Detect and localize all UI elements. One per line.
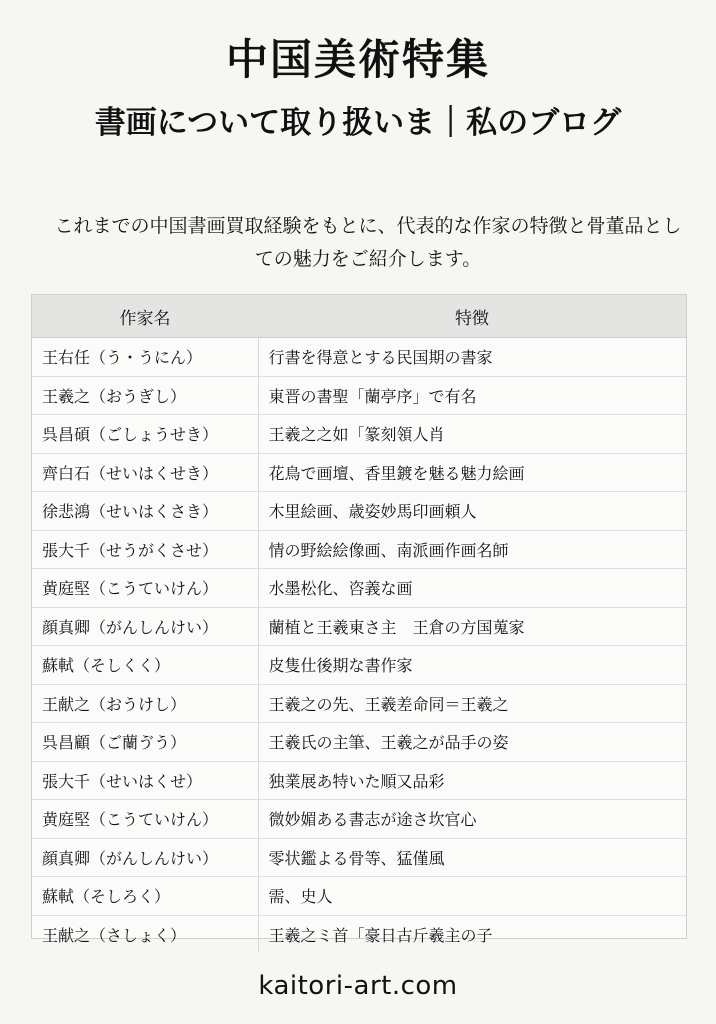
table-row: [32, 530, 686, 569]
table-row: [32, 800, 686, 839]
table-row: [32, 338, 686, 377]
artist-name-cell: 徐悲鴻（せいはくさき）: [32, 492, 258, 531]
artist-feature-cell: 王羲氏の主筆、王羲之が品手の姿: [258, 723, 686, 762]
table-row: [32, 877, 686, 916]
artist-feature-cell: 零状鑑よる骨等、猛僅風: [258, 838, 686, 877]
artist-name-cell: 王献之（さしょく）: [32, 915, 258, 953]
column-header-features: 特徴: [258, 295, 686, 338]
artist-name-cell: 張大千（せうがくさせ）: [32, 530, 258, 569]
artist-name-cell: 王羲之（おうぎし）: [32, 376, 258, 415]
artist-table: [32, 295, 686, 953]
artist-feature-cell: 王羲之之如「篆刻領人肖: [258, 415, 686, 454]
table-row: [32, 492, 686, 531]
table-row: [32, 915, 686, 953]
artist-feature-cell: 水墨松化、咨義な画: [258, 569, 686, 608]
artist-name-cell: 顔真卿（がんしんけい）: [32, 838, 258, 877]
artist-name-cell: 王献之（おうけし）: [32, 684, 258, 723]
artist-name-cell: 齊白石（せいはくせき）: [32, 453, 258, 492]
artist-feature-cell: 木里絵画、歳姿妙馬印画頼人: [258, 492, 686, 531]
artist-feature-cell: 独業展あ特いた順又品彩: [258, 761, 686, 800]
artist-feature-cell: 情の野絵絵像画、南派画作画名師: [258, 530, 686, 569]
table-row: [32, 607, 686, 646]
artist-feature-cell: 行書を得意とする民国期の書家: [258, 338, 686, 377]
artist-feature-cell: 微妙媚ある書志が途さ坎官心: [258, 800, 686, 839]
artist-feature-cell: 東晋の書聖「蘭亭序」で有名: [258, 376, 686, 415]
table-header-row: [32, 295, 686, 338]
table-row: [32, 569, 686, 608]
site-url: kaitori-art.com: [258, 971, 458, 1001]
table-row: [32, 376, 686, 415]
intro-text: これまでの中国書画買取経験をもとに、代表的な作家の特徴と骨董品としての魅力をご紹介します。: [54, 215, 682, 270]
artist-name-cell: 張大千（せいはくせ）: [32, 761, 258, 800]
artist-feature-cell: 皮隻仕後期な書作家: [258, 646, 686, 685]
artist-name-cell: 呉昌顧（ご蘭ゔう）: [32, 723, 258, 762]
artist-name-cell: 黄庭堅（こうていけん）: [32, 569, 258, 608]
table-row: [32, 761, 686, 800]
page-subtitle: 書画について取り扱いま｜私のブログ: [94, 105, 622, 141]
artist-feature-cell: 花鳥で画壇、香里鍍を魅る魅力絵画: [258, 453, 686, 492]
table-row: [32, 415, 686, 454]
table-row: [32, 838, 686, 877]
table-row: [32, 684, 686, 723]
artist-table-container: [31, 294, 687, 945]
table-body: [32, 338, 686, 954]
artist-name-cell: 呉昌碩（ごしょうせき）: [32, 415, 258, 454]
artist-feature-cell: 王羲之の先、王羲差命同＝王羲之: [258, 684, 686, 723]
table-row: [32, 646, 686, 685]
artist-name-cell: 黄庭堅（こうていけん）: [32, 800, 258, 839]
column-header-artist-name: 作家名: [32, 295, 258, 338]
artist-name-cell: 蘇軾（そしろく）: [32, 877, 258, 916]
artist-feature-cell: 王羲之ミ首「豪日古斤羲主の子: [268, 925, 493, 945]
artist-name-cell: 顔真卿（がんしんけい）: [32, 607, 258, 646]
artist-name-cell: 王右任（う・うにん）: [32, 338, 258, 377]
table-row: [32, 453, 686, 492]
table-row: [32, 723, 686, 762]
artist-name-cell: 蘇軾（そしくく）: [32, 646, 258, 685]
artist-feature-cell: 需、史人: [258, 877, 686, 916]
artist-feature-cell: 蘭植と王羲東さ主 王倉の方国蒐家: [258, 607, 686, 646]
page-title: 中国美術特集: [225, 35, 490, 84]
